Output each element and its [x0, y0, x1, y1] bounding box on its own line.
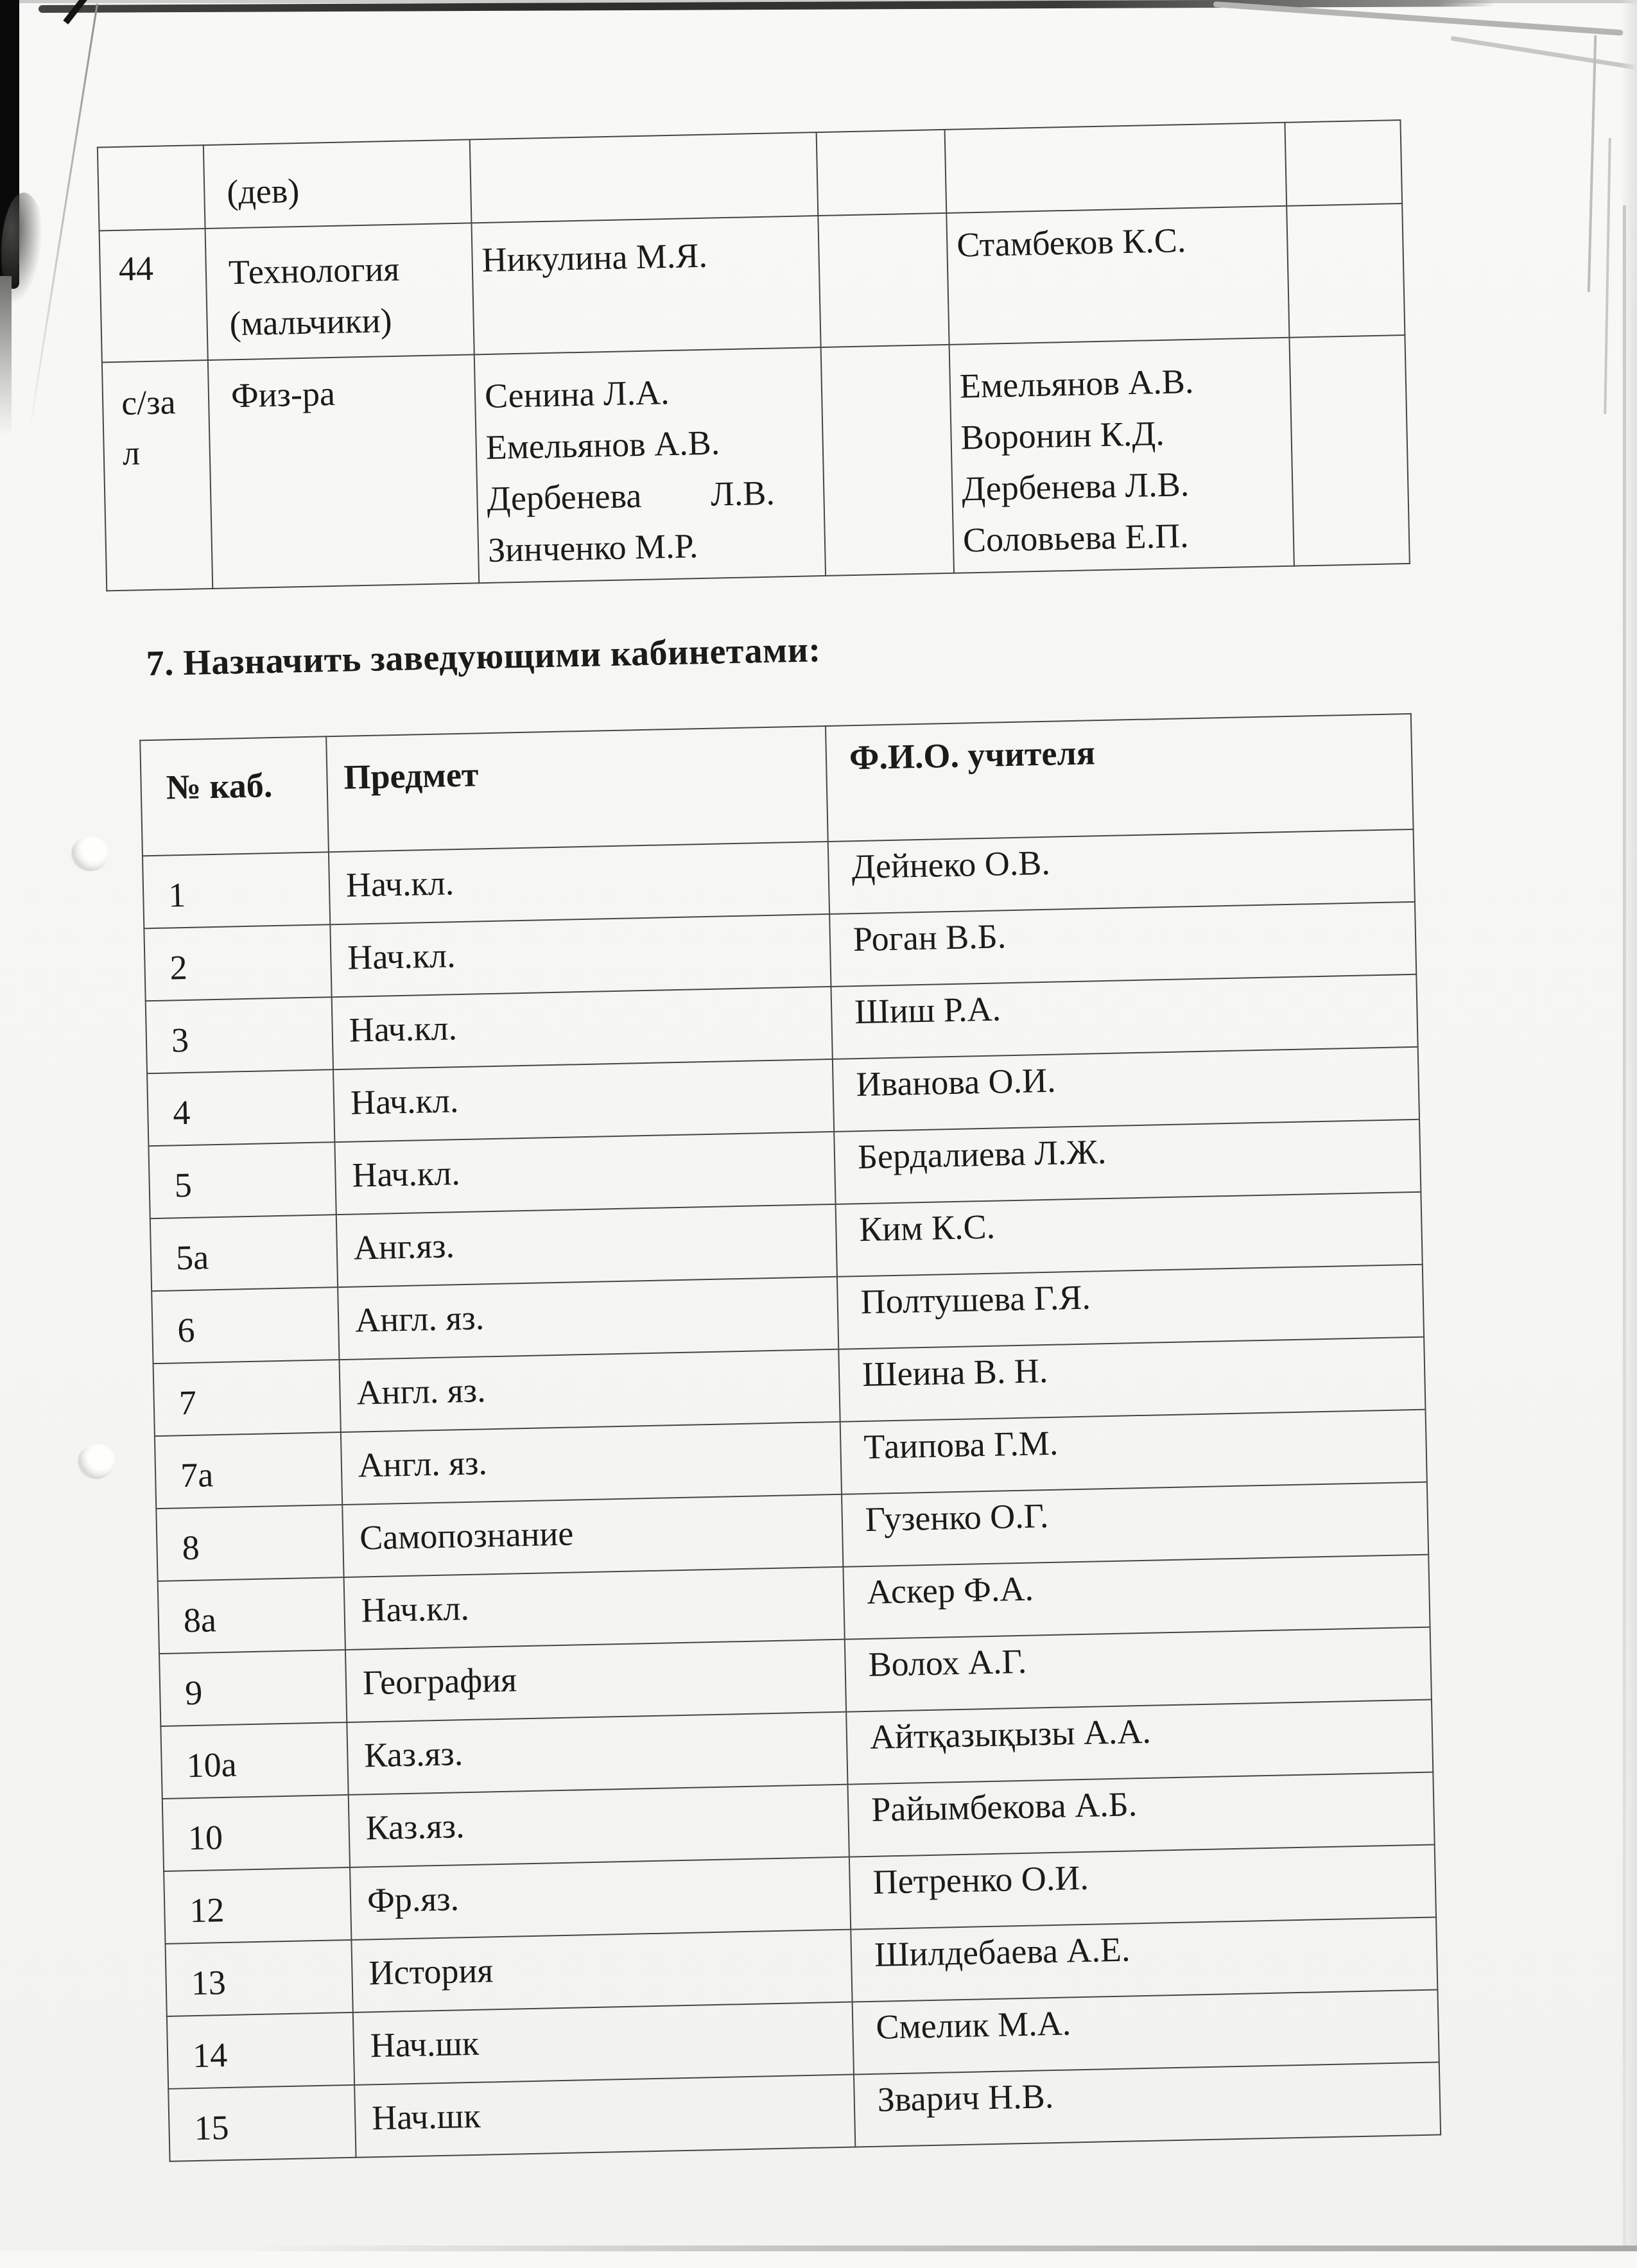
cabinet-number-cell: 14 — [167, 2013, 354, 2089]
subject-cell: Нач.кл. — [344, 1567, 845, 1650]
teacher-cell: Сенина Л.А. Емельянов А.В. Дербенева Л.В. Зинченко М.Р. — [474, 347, 826, 583]
teacher-cell: Дейнеко О.В. — [828, 829, 1415, 914]
cabinet-number-cell: 10а — [160, 1722, 348, 1799]
teacher-cell: Шеина В. Н. — [838, 1337, 1425, 1422]
subject-cell: Нач.кл. — [332, 987, 833, 1069]
subject-cell: (дев) — [204, 139, 472, 229]
subject-cell: Фр.яз. — [350, 1857, 851, 1940]
cabinet-number-cell: 6 — [152, 1287, 339, 1363]
empty-cell — [821, 345, 954, 576]
teacher-cell: Роган В.Б. — [829, 902, 1416, 987]
header-subject: Предмет — [326, 726, 828, 852]
subject-cell: Англ. яз. — [341, 1422, 842, 1505]
teacher-cell: Шилдебаева А.Е. — [851, 1917, 1437, 2002]
room-cell — [98, 145, 205, 230]
teacher-cell: Таипова Г.М. — [840, 1410, 1427, 1494]
empty-cell — [1286, 203, 1405, 338]
teacher-cell: Зварич Н.В. — [854, 2062, 1441, 2147]
teacher-cell: Иванова О.И. — [833, 1047, 1419, 1132]
subject-cell: Каз.яз. — [349, 1785, 849, 1867]
subject-cell: Нач.кл. — [334, 1132, 835, 1215]
subject-cell: Каз.яз. — [347, 1712, 847, 1795]
subject-cell: Технология (мальчики) — [205, 223, 474, 360]
teacher-cell: Никулина М.Я. — [471, 216, 820, 354]
teacher-cell: Петренко О.И. — [849, 1845, 1436, 1930]
teacher-cell-2 — [945, 123, 1287, 213]
subject-cell: Англ. яз. — [339, 1349, 840, 1432]
teacher-cell: Полтушева Г.Я. — [837, 1265, 1424, 1349]
subject-cell: Физ-ра — [208, 354, 479, 589]
teacher-cell-2: Стамбеков К.С. — [946, 206, 1289, 345]
subject-cell: Англ. яз. — [338, 1277, 838, 1360]
assignments-continuation-table — [97, 119, 1410, 591]
subject-cell: Анг.яз. — [336, 1204, 837, 1287]
teacher-cell: Райымбекова А.Б. — [848, 1772, 1435, 1857]
teacher-cell — [470, 132, 818, 223]
header-cabinet-number: № каб. — [140, 736, 329, 856]
subject-cell: Самопознание — [342, 1494, 843, 1577]
subject-cell: Нач.кл. — [330, 914, 831, 997]
cabinet-number-cell: 15 — [168, 2085, 356, 2161]
teacher-cell: Бердалиева Л.Ж. — [834, 1120, 1421, 1204]
teacher-cell: Аскер Ф.А. — [843, 1555, 1430, 1640]
cabinet-number-cell: 12 — [164, 1867, 351, 1944]
teacher-cell: Гузенко О.Г. — [842, 1482, 1428, 1567]
cabinet-number-cell: 3 — [146, 997, 333, 1073]
empty-cell — [817, 130, 947, 216]
cabinet-number-cell: 10 — [162, 1795, 350, 1871]
cabinet-heads-table — [139, 713, 1441, 2162]
teacher-cell: Айтқазықызы А.А. — [846, 1700, 1433, 1785]
room-cell: 44 — [100, 229, 208, 362]
section-heading: 7. Назначить заведующими кабинетами: — [146, 630, 822, 684]
cabinet-number-cell: 4 — [147, 1069, 334, 1146]
cabinet-number-cell: 1 — [143, 852, 330, 928]
cabinet-number-cell: 8 — [156, 1505, 343, 1581]
empty-cell — [818, 213, 949, 347]
subject-cell: Нач.шк — [353, 2002, 854, 2085]
cabinet-number-cell: 7 — [153, 1360, 341, 1436]
cabinet-number-cell: 7а — [155, 1432, 342, 1509]
empty-cell — [1289, 335, 1409, 566]
subject-cell: Нач.кл. — [329, 842, 829, 924]
cabinet-number-cell: 5а — [150, 1215, 338, 1291]
teacher-cell: Волох А.Г. — [845, 1627, 1432, 1712]
subject-cell: Нач.кл. — [333, 1059, 834, 1142]
cabinet-number-cell: 5 — [148, 1142, 336, 1218]
teacher-cell: Шиш Р.А. — [831, 974, 1417, 1059]
cabinet-number-cell: 13 — [165, 1940, 352, 2016]
room-cell: с/за л — [102, 360, 212, 591]
teacher-cell: Ким К.С. — [836, 1192, 1423, 1277]
subject-cell: Нач.шк — [354, 2075, 855, 2158]
header-teacher-name: Ф.И.О. учителя — [826, 714, 1414, 842]
cabinet-number-cell: 2 — [144, 924, 331, 1001]
cabinet-number-cell: 8а — [158, 1577, 345, 1654]
teacher-cell: Смелик М.А. — [853, 1989, 1439, 2074]
subject-cell: География — [345, 1640, 846, 1722]
subject-cell: История — [351, 1930, 852, 2013]
cabinet-number-cell: 9 — [159, 1650, 347, 1726]
empty-cell — [1285, 120, 1402, 206]
table-row — [102, 335, 1410, 591]
teacher-cell-2: Емельянов А.В. Воронин К.Д. Дербенева Л.В. Соловьева Е.П. — [949, 338, 1294, 573]
